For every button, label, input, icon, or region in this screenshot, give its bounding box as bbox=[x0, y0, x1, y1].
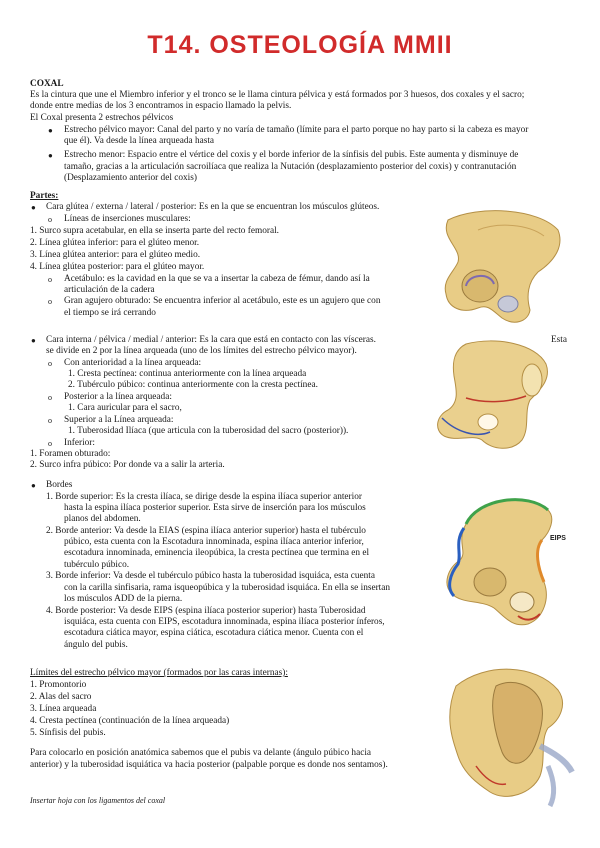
bullet-icon: ● bbox=[48, 151, 53, 160]
limite-item: 1. Promontorio bbox=[30, 680, 87, 690]
estrecho-menor-line: Estrecho menor: Espacio entre el vértice del coxis y el borde inferior de la sínfisis del pubis. Este aumenta y disminuye de bbox=[64, 150, 519, 160]
borde-line: escotadura ciática mayor, espina ciática, escotadura ciática menor. Cuenta con el bbox=[64, 628, 364, 638]
circle-bullet-icon: o bbox=[48, 359, 52, 368]
cara-interna-line: se divide en 2 por la línea arqueada (uno de los límites del estrecho pélvico mayor). bbox=[46, 346, 357, 356]
anterior-linea: Con anterioridad a la línea arqueada: bbox=[64, 358, 202, 368]
bullet-icon: ● bbox=[31, 203, 36, 212]
bordes-heading: Bordes bbox=[46, 480, 73, 490]
borde-line: con la carilla sinfisaria, rama isqueopúbica y la tuberosidad isquiáca. En ella se insertan bbox=[64, 583, 391, 593]
borde-line: tubérculo púbico. bbox=[64, 560, 130, 570]
coxal-intro-line: donde entre medias de los 3 encontramos in espacio llamado la pelvis. bbox=[30, 101, 292, 111]
limite-item: 5. Sínfisis del pubis. bbox=[30, 728, 106, 738]
limite-item: 4. Cresta pectínea (continuación de la línea arqueada) bbox=[30, 716, 230, 726]
circle-bullet-icon: o bbox=[48, 393, 52, 402]
circle-bullet-icon: o bbox=[48, 439, 52, 448]
agujero-line: Gran agujero obturado: Se encuentra inferior al acetábulo, este es un agujero que con bbox=[64, 296, 381, 306]
bullet-icon: ● bbox=[31, 481, 36, 490]
cara-interna-title: Cara interna / pélvica / medial / anterior: Es la cara que está en contacto con las vísceras. bbox=[46, 335, 376, 345]
estrecho-menor-line: (Desplazamiento anterior del coxis) bbox=[64, 173, 197, 183]
limite-item: 2. Alas del sacro bbox=[30, 692, 92, 702]
coxal-intro-line: Es la cintura que une el Miembro inferior y el tronco se le llama cintura pélvica y está formados por 3 huesos, dos coxales y el sacro; bbox=[30, 90, 525, 100]
posterior-item: 1. Cara auricular para el sacro, bbox=[68, 403, 182, 413]
borde-line: hasta la espina ilíaca posterior superior. Esta sirve de inserción para los músculos bbox=[64, 503, 366, 513]
inferior-item: 2. Surco infra púbico: Por donde va a salir la arteria. bbox=[30, 460, 225, 470]
glutea-item: 3. Línea glútea anterior: para el glúteo medio. bbox=[30, 250, 201, 260]
coxal-medial-figure bbox=[426, 336, 566, 456]
lineas-inserciones: Líneas de inserciones musculares: bbox=[64, 214, 191, 224]
acetabulo-line: Acetábulo: es la cavidad en la que se va a insertar la cabeza de fémur, dando así la bbox=[64, 274, 370, 284]
borde-line: ángulo del pubis. bbox=[64, 640, 128, 650]
borde-line: 3. Borde inferior: Va desde el tubérculo púbico hasta la tuberosidad isquiáca, esta cuenta bbox=[46, 571, 375, 581]
borde-line: escotadura innominada, eminencia ileopúbica, la cresta pectínea que termina en el bbox=[64, 548, 370, 558]
limites-heading: Límites del estrecho pélvico mayor (formados por las caras internas): bbox=[30, 668, 288, 678]
coxal-bordes-figure bbox=[438, 488, 584, 634]
partes-heading: Partes: bbox=[30, 191, 59, 201]
circle-bullet-icon: o bbox=[48, 416, 52, 425]
glutea-item: 4. Línea glútea posterior: para el glúteo mayor. bbox=[30, 262, 205, 272]
circle-bullet-icon: o bbox=[48, 275, 52, 284]
cara-interna-esta: Esta bbox=[551, 335, 568, 345]
acetabulo-line: articulación de la cadera bbox=[64, 285, 155, 295]
glutea-item: 1. Surco supra acetabular, en ella se inserta parte del recto femoral. bbox=[30, 226, 279, 236]
superior-linea: Superior a la Línea arqueada: bbox=[64, 415, 174, 425]
pelvis-figure bbox=[436, 656, 586, 816]
agujero-line: el tiempo se irá cerrando bbox=[64, 308, 156, 318]
borde-line: púbico, esta cuenta con la Escotadura innominada, espina ilíaca anterior inferior, bbox=[64, 537, 364, 547]
borde-line: 1. Borde superior: Es la cresta ilíaca, se dirige desde la espina ilíaca superior anterior bbox=[46, 492, 362, 502]
coxal-heading: COXAL bbox=[30, 79, 64, 89]
cara-glutea-title: Cara glútea / externa / lateral / posterior: Es en la que se encuentran los músculos glúteos. bbox=[46, 202, 380, 212]
borde-line: isquiáca, esta cuenta con EIPS, escotadura innominada, espina ilíaca posterior ínferos, bbox=[64, 617, 385, 627]
borde-line: 4. Borde posterior: Va desde EIPS (espina ilíaca posterior superior) hasta Tuberosidad bbox=[46, 606, 366, 616]
anterior-item: 2. Tubérculo púbico: continua anteriormente con la cresta pectínea. bbox=[68, 380, 318, 390]
estrecho-mayor-line: Estrecho pélvico mayor: Canal del parto y no varía de tamaño (límite para el parto porque no hay parto si la cabeza es mayor bbox=[64, 125, 529, 135]
bullet-icon: ● bbox=[31, 336, 36, 345]
estrecho-mayor-line: que él). Va desde la línea arqueada hasta bbox=[64, 136, 215, 146]
inferior-item: 1. Foramen obturado: bbox=[30, 449, 111, 459]
limite-item: 3. Línea arqueada bbox=[30, 704, 97, 714]
superior-item: 1. Tuberosidad Ilíaca (que articula con la tuberosidad del sacro (posterior)). bbox=[68, 426, 349, 436]
glutea-item: 2. Línea glútea inferior: para el glúteo menor. bbox=[30, 238, 200, 248]
posicion-line: Para colocarlo en posición anatómica sabemos que el pubis va delante (ángulo púbico hacia bbox=[30, 748, 372, 758]
borde-line: 2. Borde anterior: Va desde la EIAS (espina ilíaca anterior superior) hasta el tubérculo bbox=[46, 526, 366, 536]
posicion-line: anterior) y la tuberosidad isquiática va hacia posterior (palpable porque es donde nos sentamos). bbox=[30, 760, 388, 770]
estrecho-menor-line: tamaño, gracias a la articulación sacroilíaca que realiza la Nutación (desplazamiento posterior del coxis) y contranutación bbox=[64, 162, 517, 172]
posterior-linea: Posterior a la línea arqueada: bbox=[64, 392, 172, 402]
bullet-icon: ● bbox=[48, 126, 53, 135]
coxal-intro-line: El Coxal presenta 2 estrechos pélvicos bbox=[30, 113, 174, 123]
inferior-heading: Inferior: bbox=[64, 438, 95, 448]
page-title: T14. OSTEOLOGÍA MMII bbox=[147, 31, 453, 59]
circle-bullet-icon: o bbox=[48, 297, 52, 306]
footer-note: Insertar hoja con los ligamentos del coxal bbox=[30, 796, 166, 805]
circle-bullet-icon: o bbox=[48, 215, 52, 224]
borde-line: los músculos ADD de la pierna. bbox=[64, 594, 183, 604]
eips-label: EIPS bbox=[550, 535, 566, 542]
borde-line: planos del abdomen. bbox=[64, 514, 141, 524]
anterior-item: 1. Cresta pectínea: continua anteriormente con la línea arqueada bbox=[68, 369, 307, 379]
coxal-lateral-figure bbox=[418, 200, 568, 330]
